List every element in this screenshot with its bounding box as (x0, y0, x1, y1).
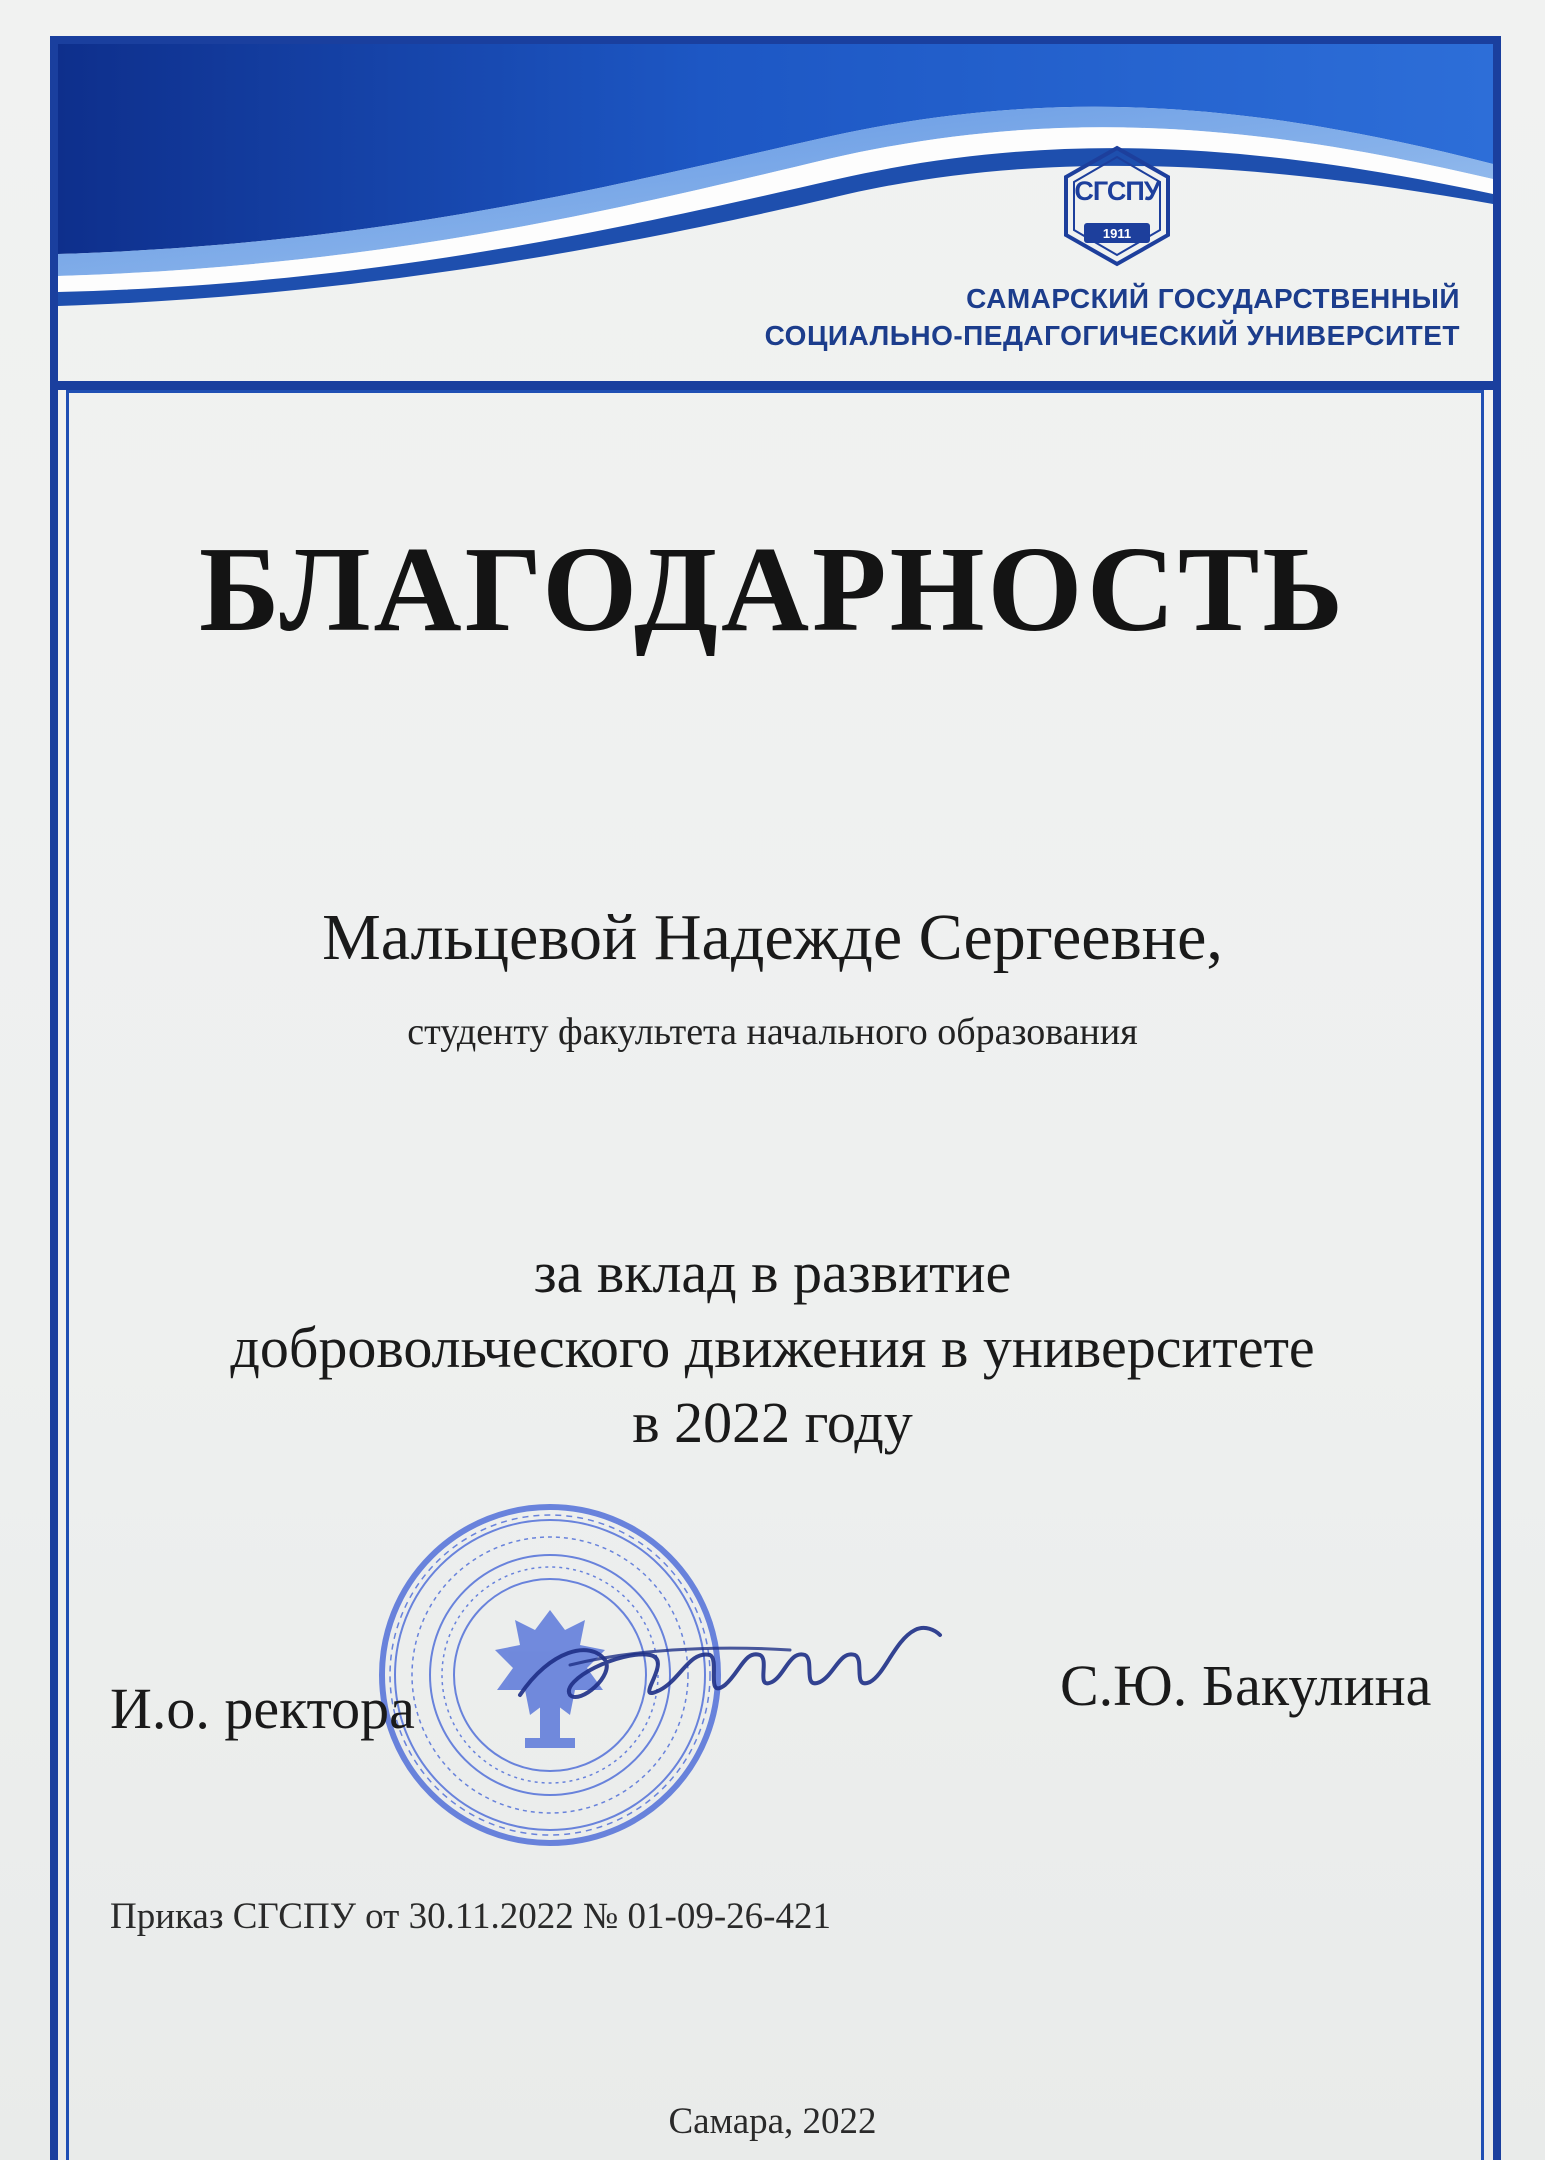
reason-text (0, 1235, 1545, 1460)
reason-line2: добровольческого движения в университете (230, 1315, 1315, 1380)
logo-year: 1911 (1102, 226, 1132, 241)
logo-text: СГСПУ (1074, 176, 1160, 206)
university-name-line2: СОЦИАЛЬНО-ПЕДАГОГИЧЕСКИЙ УНИВЕРСИТЕТ (764, 320, 1460, 351)
signatory-position: И.о. ректора (110, 1676, 415, 1741)
handwritten-signature (510, 1610, 950, 1740)
university-name (700, 280, 1460, 354)
document-title: БЛАГОДАРНОСТЬ (198, 522, 1346, 657)
recipient-role: студенту факультета начального образования (407, 1011, 1138, 1053)
recipient-name: Мальцевой Надежде Сергеевне, (322, 901, 1223, 974)
reason-line1: за вклад в развитие (533, 1240, 1012, 1305)
order-reference: Приказ СГСПУ от 30.11.2022 № 01-09-26-421 (110, 1896, 831, 1937)
signatory-name: С.Ю. Бакулина (1060, 1653, 1432, 1718)
city-year: Самара, 2022 (668, 2101, 877, 2142)
university-name-line1: САМАРСКИЙ ГОСУДАРСТВЕННЫЙ (966, 283, 1460, 314)
reason-line3: в 2022 году (632, 1390, 913, 1455)
